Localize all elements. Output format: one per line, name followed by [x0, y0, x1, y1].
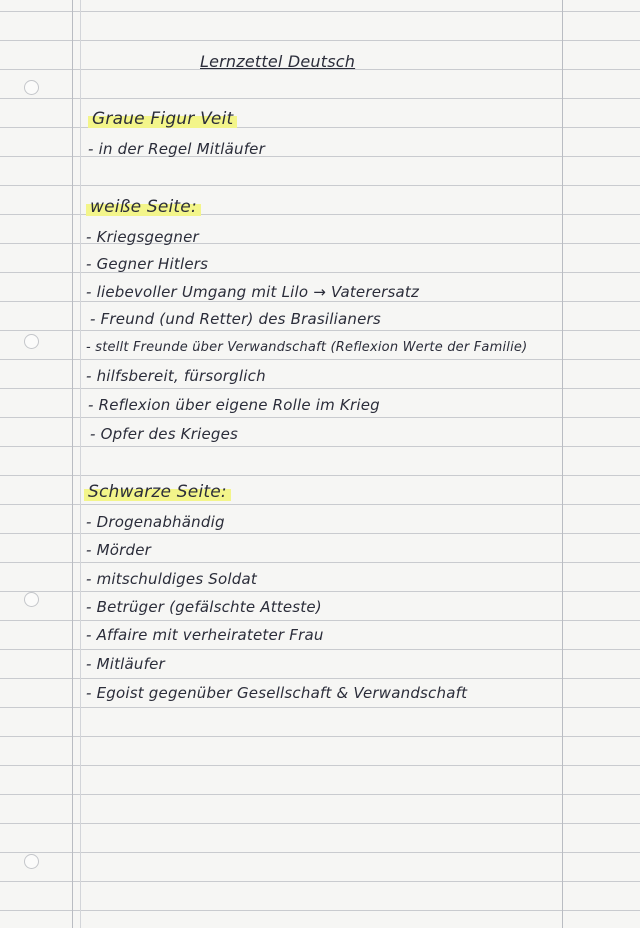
list-item: - Affaire mit verheirateter Frau	[86, 626, 324, 644]
left-margin-line-inner	[80, 0, 81, 928]
section-heading-white: weiße Seite:	[86, 197, 201, 217]
list-item: - hilfsbereit, fürsorglich	[86, 367, 266, 385]
list-item: - Betrüger (gefälschte Atteste)	[86, 598, 322, 616]
list-item: - liebevoller Umgang mit Lilo → Vaterersatz	[86, 283, 420, 301]
list-item: - Mörder	[86, 541, 151, 559]
punch-hole	[24, 334, 39, 349]
punch-hole	[24, 80, 39, 95]
right-margin-line	[562, 0, 563, 928]
left-margin-line	[72, 0, 73, 928]
list-item: - Gegner Hitlers	[86, 255, 209, 273]
punch-hole	[24, 854, 39, 869]
list-item: - Drogenabhändig	[86, 513, 225, 531]
section-heading-intro: Graue Figur Veit	[88, 109, 237, 129]
list-item: - Mitläufer	[86, 655, 165, 673]
section-heading-black: Schwarze Seite:	[84, 482, 231, 502]
list-item: - Opfer des Krieges	[90, 425, 239, 443]
list-item: - in der Regel Mitläufer	[88, 140, 265, 158]
punch-hole	[24, 592, 39, 607]
page-title: Lernzettel Deutsch	[200, 52, 356, 71]
list-item: - Freund (und Retter) des Brasilianers	[90, 310, 381, 328]
list-item: - stellt Freunde über Verwandschaft (Reflexion Werte der Familie)	[86, 340, 528, 355]
list-item: - Kriegsgegner	[86, 228, 199, 246]
list-item: - Reflexion über eigene Rolle im Krieg	[88, 396, 380, 414]
list-item: - Egoist gegenüber Gesellschaft & Verwandschaft	[86, 684, 468, 702]
list-item: - mitschuldiges Soldat	[86, 570, 257, 588]
